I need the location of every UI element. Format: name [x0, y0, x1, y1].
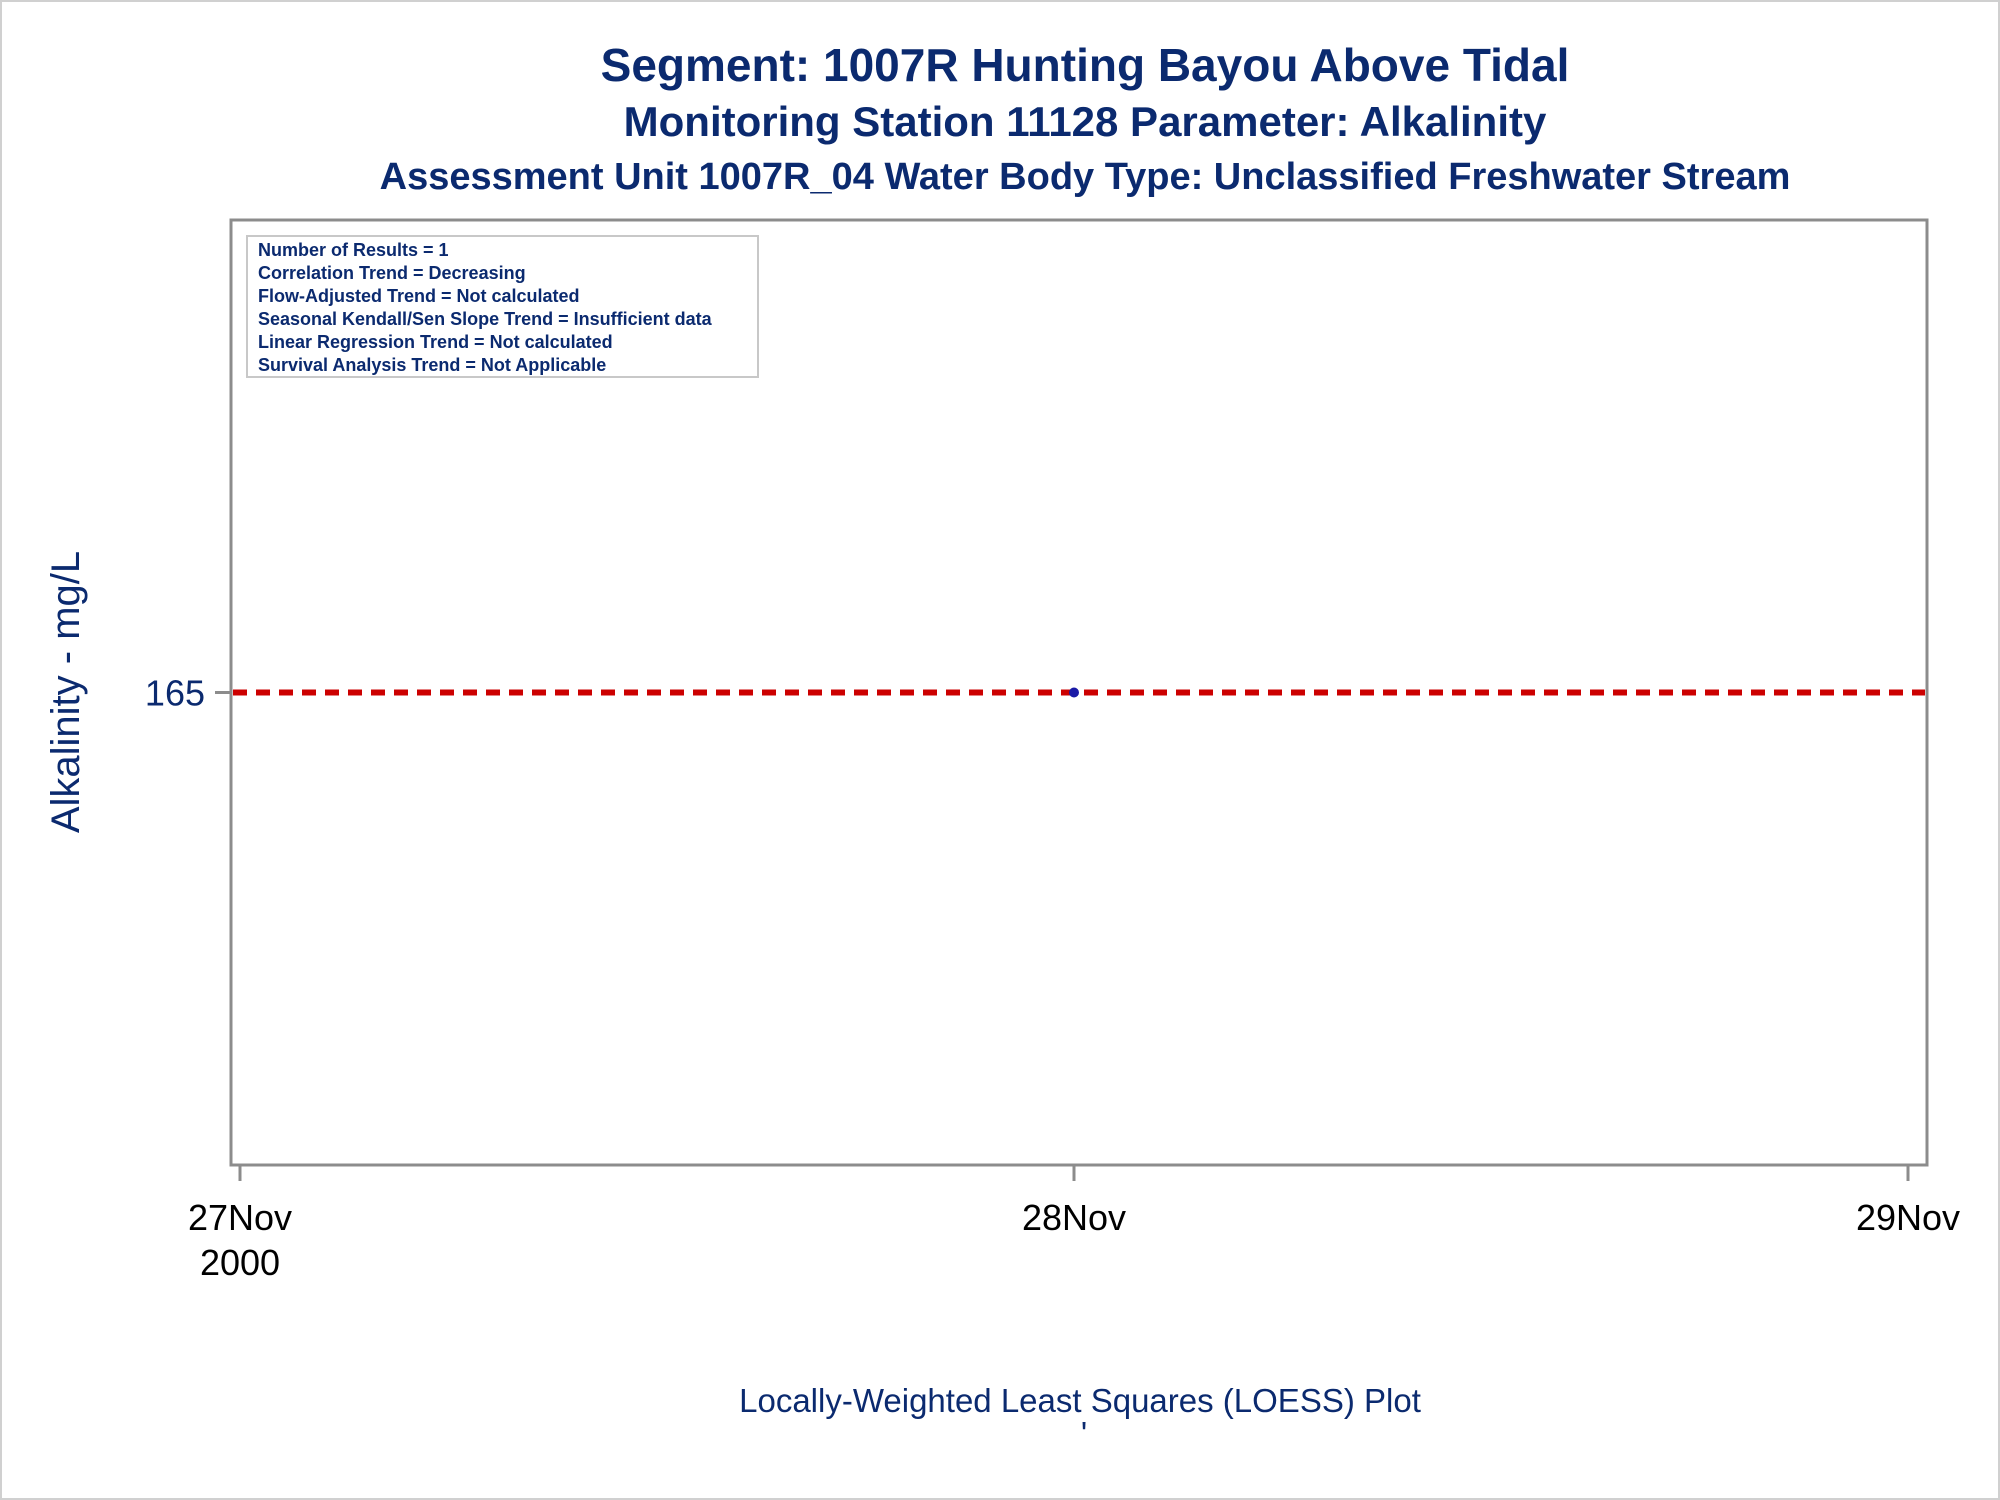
x-axis [188, 1165, 1960, 1283]
stats-linear-regression-trend: Linear Regression Trend = Not calculated [258, 332, 613, 352]
stats-correlation-trend: Correlation Trend = Decreasing [258, 263, 526, 283]
x-axis-label-note: ' [1080, 1415, 1088, 1452]
data-point [1069, 688, 1079, 698]
x-tick-label: 29Nov [1855, 1197, 1961, 1238]
x-tick-label: 28Nov [1021, 1197, 1127, 1238]
series [233, 688, 1925, 698]
stats-flow-adjusted-trend: Flow-Adjusted Trend = Not calculated [258, 286, 580, 306]
stats-number-of-results: Number of Results = 1 [258, 240, 449, 260]
stats-survival-analysis-trend: Survival Analysis Trend = Not Applicable [258, 355, 607, 375]
y-axis-label: Alkalinity - mg/L [44, 550, 88, 834]
stats-box [247, 236, 758, 377]
x-tick-label-year: 2000 [199, 1242, 281, 1283]
stats-seasonal-kendall-trend: Seasonal Kendall/Sen Slope Trend = Insufficient data [258, 309, 712, 329]
y-axis [145, 673, 231, 714]
chart-title: Segment: 1007R Hunting Bayou Above Tidal [600, 39, 1570, 91]
y-tick-label: 165 [144, 672, 205, 714]
chart-subtitle: Monitoring Station 11128 Parameter: Alkalinity [623, 98, 1547, 145]
x-axis-label: Locally-Weighted Least Squares (LOESS) Plot [739, 1382, 1421, 1419]
chart-subtitle-2: Assessment Unit 1007R_04 Water Body Type: Unclassified Freshwater Stream [379, 156, 1791, 198]
x-tick-label: 27Nov [187, 1197, 293, 1238]
